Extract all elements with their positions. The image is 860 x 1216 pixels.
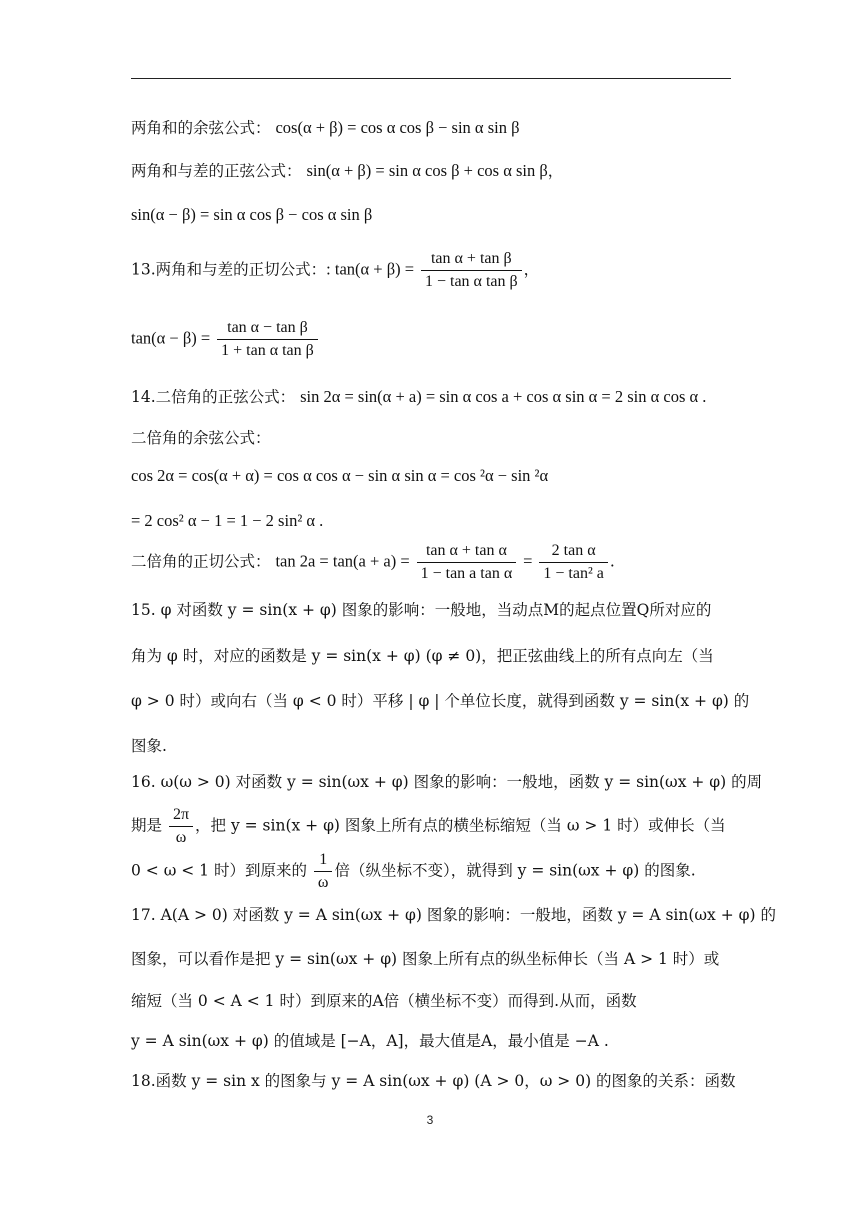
tan-diff-fraction: [217, 318, 318, 361]
formula-math: sin(α + β) = sin α cos β + cos α sin β: [306, 161, 548, 180]
fraction-numerator: 2 tan α: [539, 541, 607, 563]
formula-label: 两角和的余弦公式：: [131, 119, 271, 137]
formula-label: 二倍角的正切公式：: [131, 552, 271, 571]
paragraph-16-line-1: [131, 771, 762, 793]
fraction-numerator: 2π: [169, 805, 193, 827]
formula-math: sin(α − β) = sin α cos β − cos α sin β: [131, 205, 373, 224]
sin-diff-formula: [131, 204, 372, 226]
paragraph-17-line-1: [131, 904, 776, 926]
paragraph-18-line-1: [131, 1070, 736, 1092]
paragraph-15-line-4: [131, 735, 167, 757]
formula-label: 两角和与差的正弦公式：: [131, 162, 302, 180]
fraction-numerator: 1: [314, 850, 333, 872]
fraction-denominator: 1 − tan a tan α: [420, 565, 513, 582]
formula-math: = 2 cos² α − 1 = 1 − 2 sin² α .: [131, 511, 324, 530]
paragraph-17-line-4: [131, 1030, 609, 1052]
sin-sum-formula: [131, 160, 563, 182]
paragraph-text: 17. A(A > 0) 对函数 y = A sin(ωx + φ) 图象的影响：一般地，函数 y = A sin(ωx + φ) 的: [131, 906, 776, 924]
paragraph-text: 缩短（当 0 < A < 1 时）到原来的A倍（横坐标不变）而得到.从而，函数: [131, 992, 637, 1010]
paragraph-text: 角为 φ 时，对应的函数是 y = sin(x + φ) (φ ≠ 0)，把正弦曲线上的所有点向左（当: [131, 647, 714, 665]
fraction-denominator: 1 + tan α tan β: [221, 342, 314, 359]
paragraph-17-line-3: [131, 990, 637, 1012]
tan-double-fraction-1: [417, 541, 517, 584]
tan-sum-fraction: [421, 249, 522, 292]
paragraph-text: 倍（纵坐标不变），就得到 y = sin(ωx + φ) 的图象.: [334, 861, 696, 880]
sin-double-formula: [131, 386, 706, 408]
tan-diff-formula: [131, 318, 320, 361]
paragraph-text: 0 < ω < 1 时）到原来的: [131, 861, 307, 880]
fraction-denominator: 1 − tan² a: [543, 565, 604, 582]
paragraph-text: 图象.: [131, 737, 167, 755]
tan-double-formula: [131, 541, 615, 584]
tan-double-fraction-2: [539, 541, 607, 584]
paragraph-text: y = A sin(ωx + φ) 的值域是 [−A，A]，最大值是A，最小值是 −A .: [131, 1032, 609, 1050]
formula-math: cos 2α = cos(α + α) = cos α cos α − sin α sin α = cos ²α − sin ²α: [131, 466, 549, 485]
equals-sign: =: [523, 551, 533, 571]
formula-label: 二倍角的余弦公式：: [131, 429, 271, 447]
fraction-numerator: tan α + tan α: [417, 541, 517, 563]
formula-label: 14.二倍角的正弦公式：: [131, 388, 296, 406]
fraction-denominator: 1 − tan α tan β: [424, 273, 518, 290]
formula-tail: ，: [547, 162, 564, 180]
period-fraction: [169, 805, 193, 848]
paragraph-15-line-3: [131, 690, 749, 712]
fraction-numerator: tan α − tan β: [217, 318, 318, 340]
formula-lhs: tan(α − β) =: [131, 328, 211, 348]
formula-tail: ，: [523, 260, 540, 279]
paragraph-text: 16. ω(ω > 0) 对函数 y = sin(ωx + φ) 图象的影响：一般地，函数 y = sin(ωx + φ) 的周: [131, 773, 763, 791]
paragraph-text: ，把 y = sin(x + φ) 图象上所有点的横坐标缩短（当 ω > 1 时）或伸长（当: [195, 816, 726, 835]
formula-math: cos(α + β) = cos α cos β − sin α sin β: [275, 118, 520, 137]
header-rule: [131, 78, 731, 79]
cos-double-formula-1: [131, 465, 548, 487]
paragraph-16-line-2: [131, 805, 726, 848]
fraction-numerator: tan α + tan β: [421, 249, 522, 271]
paragraph-15-line-2: [131, 645, 714, 667]
formula-label: 13.两角和与差的正切公式：: [131, 260, 327, 279]
paragraph-15-line-1: [131, 599, 711, 621]
cos-sum-formula: [131, 117, 519, 139]
cos-double-formula-2: [131, 510, 323, 532]
formula-tail: .: [609, 552, 615, 571]
cos-double-label: [131, 427, 271, 449]
formula-lhs: tan 2a = tan(a + a) =: [275, 551, 410, 571]
scale-fraction: [314, 850, 333, 893]
paragraph-17-line-2: [131, 948, 719, 970]
page-number: 3: [426, 1113, 434, 1127]
paragraph-text: 期是: [131, 816, 163, 835]
paragraph-text: 图象，可以看作是把 y = sin(ωx + φ) 图象上所有点的纵坐标伸长（当 A > 1 时）或: [131, 950, 720, 968]
paragraph-text: 15. φ 对函数 y = sin(x + φ) 图象的影响：一般地，当动点M的起点位置Q所对应的: [131, 601, 712, 619]
fraction-denominator: ω: [317, 874, 329, 891]
paragraph-16-line-3: [131, 850, 696, 893]
formula-math: sin 2α = sin(α + a) = sin α cos a + cos α sin α = 2 sin α cos α .: [300, 387, 707, 406]
fraction-denominator: ω: [175, 829, 187, 846]
paragraph-text: φ > 0 时）或向右（当 φ < 0 时）平移 | φ | 个单位长度，就得到函数 y = sin(x + φ) 的: [131, 692, 750, 710]
tan-sum-formula: [131, 249, 539, 292]
formula-lhs: : tan(α + β) =: [326, 259, 415, 279]
paragraph-text: 18.函数 y = sin x 的图象与 y = A sin(ωx + φ) (A > 0，ω > 0) 的图象的关系：函数: [131, 1072, 736, 1090]
